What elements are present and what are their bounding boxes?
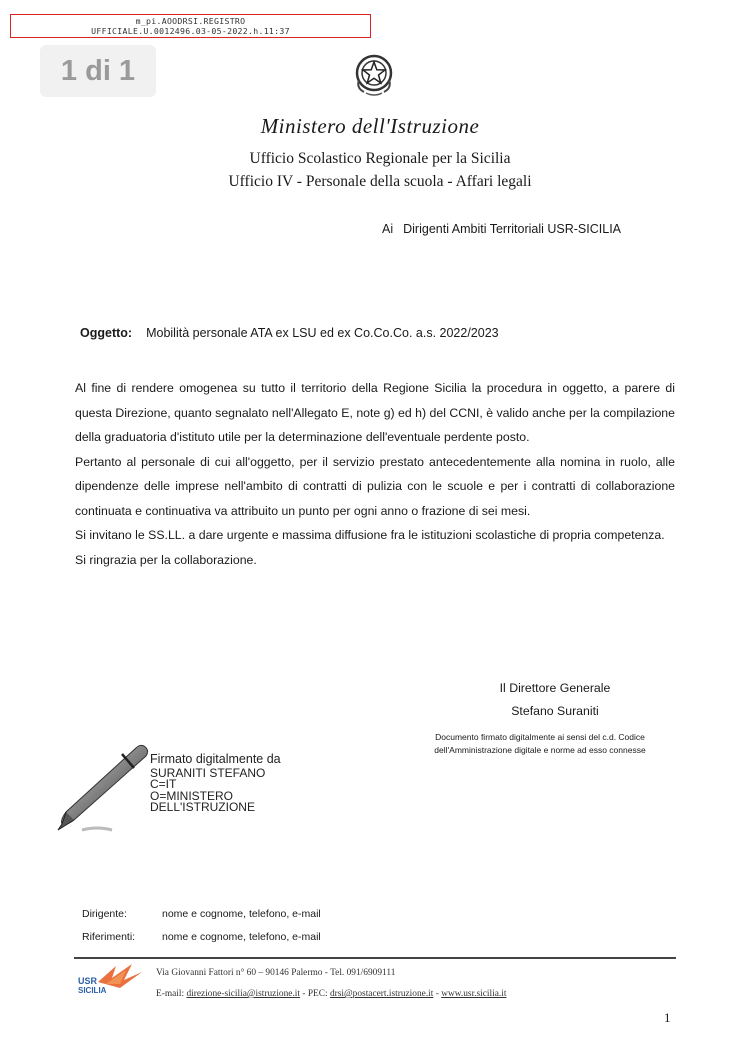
reference-row xyxy=(82,931,321,943)
digital-signature-block xyxy=(150,754,281,814)
reference-value: nome e cognome, telefono, e-mail xyxy=(162,908,321,920)
subject-line xyxy=(80,326,499,340)
signature-note-line: Documento firmato digitalmente ai sensi del c.d. Codice xyxy=(435,732,645,742)
subject-text: Mobilità personale ATA ex LSU ed ex Co.Co.Co. a.s. 2022/2023 xyxy=(146,326,499,340)
protocol-stamp xyxy=(10,14,371,38)
reference-label: Dirigente: xyxy=(82,908,127,920)
footer-divider xyxy=(74,957,676,959)
signatory-name: Stefano Suraniti xyxy=(511,704,599,718)
pen-icon xyxy=(52,742,152,834)
reference-value: nome e cognome, telefono, e-mail xyxy=(162,931,321,943)
page-number: 1 xyxy=(664,1010,671,1025)
body-paragraph: Si ringrazia per la collaborazione. xyxy=(75,552,257,567)
signatory-role: Il Direttore Generale xyxy=(499,681,611,695)
page-indicator-badge: 1 di 1 xyxy=(40,45,156,97)
footer-contacts xyxy=(156,989,506,999)
digital-signature-line: DELL'ISTRUZIONE xyxy=(150,800,255,814)
body-paragraph: Al fine di rendere omogenea su tutto il territorio della Regione Sicilia la procedura in oggetto, a parere di questa Direzione, quanto segnalato nell'Allegato E, note g) ed h) del CCNI, è valido anche per la compilazione della graduatoria d'istituto utile per la determinazione dell'eventuale perdente posto. xyxy=(75,381,675,444)
body-paragraph: Si invitano le SS.LL. a dare urgente e massima diffusione fra le istituzioni scolastiche di propria competenza. xyxy=(75,528,665,542)
pec-prefix: - PEC: xyxy=(300,989,328,999)
body-paragraph: Pertanto al personale di cui all'oggetto, per il servizio prestato antecedentemente alla nomina in ruolo, alle dipendenze delle imprese nell'ambito di contratti di pulizia con le scuole e per i contratti di collaborazione continuata e continuativa va attribuito un punto per ogni anno o frazione di sei mesi. xyxy=(75,454,675,518)
website-link[interactable]: www.usr.sicilia.it xyxy=(441,989,507,999)
usr-logo-text: USR xyxy=(78,976,98,986)
signature-note xyxy=(405,731,675,757)
letter-body xyxy=(75,376,675,572)
reference-row xyxy=(82,908,321,920)
office-regional: Ufficio Scolastico Regionale per la Sicilia xyxy=(249,150,511,167)
subject-label: Oggetto: xyxy=(80,326,133,340)
usr-sicilia-logo xyxy=(76,960,146,996)
digital-signature-line: Firmato digitalmente da xyxy=(150,752,281,766)
recipient xyxy=(382,222,621,236)
ministry-title: Ministero dell'Istruzione xyxy=(260,114,480,138)
sicilia-logo-text: SICILIA xyxy=(78,986,107,995)
protocol-registry: m_pi.AOODRSI.REGISTRO xyxy=(135,16,246,26)
email-link[interactable]: direzione-sicilia@istruzione.it xyxy=(186,989,301,999)
republic-emblem-icon xyxy=(350,50,398,98)
reference-label: Riferimenti: xyxy=(82,931,136,943)
protocol-number: UFFICIALE.U.0012496.03-05-2022.h.11:37 xyxy=(91,26,290,36)
digital-signature-line: C=IT xyxy=(150,777,177,791)
digital-signature-line: SURANITI STEFANO xyxy=(150,765,266,780)
email-prefix: E-mail: xyxy=(156,989,185,999)
footer-separator: - xyxy=(433,989,442,999)
signature-note-line: dell'Amministrazione digitale e norme ad esso connesse xyxy=(434,745,646,755)
digital-signature-line: O=MINISTERO xyxy=(150,788,234,803)
footer-address: Via Giovanni Fattori n° 60 – 90146 Palermo - Tel. 091/6909111 xyxy=(156,968,396,978)
pec-link[interactable]: drsi@postacert.istruzione.it xyxy=(329,989,434,999)
recipient-name: Dirigenti Ambiti Territoriali USR-SICILIA xyxy=(403,222,622,236)
recipient-prefix: Ai xyxy=(382,222,394,236)
office-department: Ufficio IV - Personale della scuola - Affari legali xyxy=(228,173,532,190)
